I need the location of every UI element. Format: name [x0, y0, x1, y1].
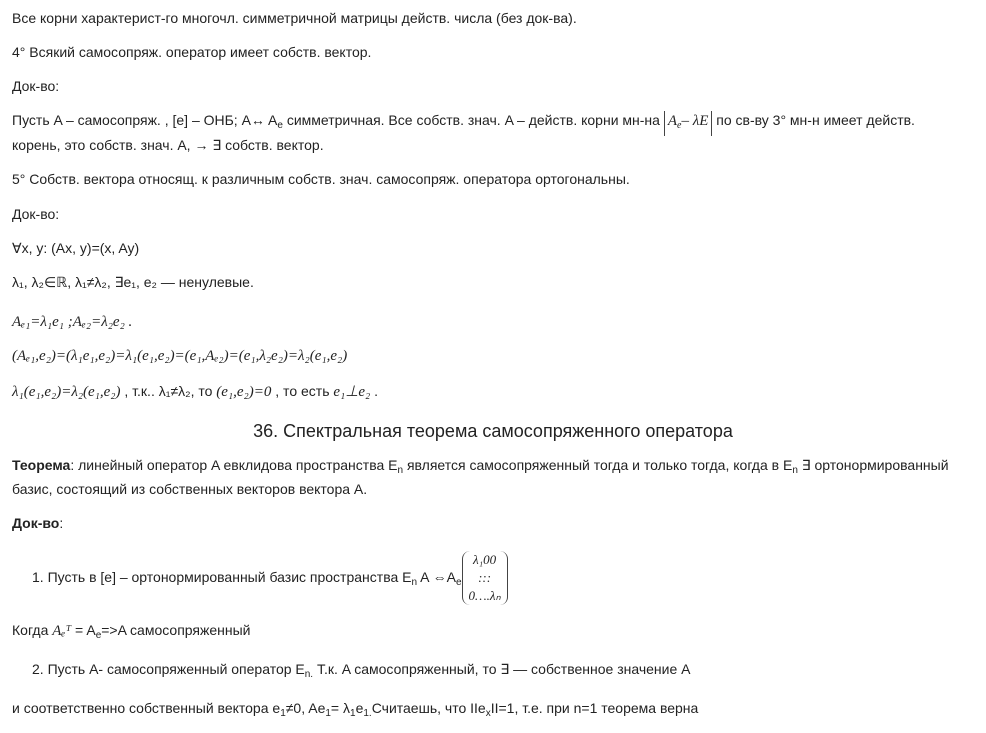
inner-product-chain: (Aₑ₁,e₂)=(λ₁e₁,e₂)=λ₁(e₁,e₂)=(e₁,Aₑ₂)=(e₁,λ₂e₂)=λ₂(e₁,e₂)	[12, 348, 348, 364]
step-1: 1. Пусть в [e] – ортонормированный базис пространства $E_n$ A $\Leftrightarrow A_e$ λ₁00 ::: 0….λₙ	[32, 548, 508, 612]
eigen-equations: Aₑ₁=λ₁e₁ ;Aₑ₂=λ₂e₂ .	[12, 314, 133, 330]
proof-heading: Док-во:	[12, 515, 64, 531]
section-heading: 36. Спектральная теорема самосопряженного оператора	[253, 421, 733, 441]
theorem-label: Теорема	[12, 457, 71, 473]
statement-5: 5° Собств. вектора относящ. к различным собств. знач. самосопряж. оператора ортогональны.	[12, 171, 630, 187]
adjoint-identity: ∀x, y: (Ax, y)=(x, Ay)	[12, 240, 140, 256]
proof-4-line2: корень, это собств. знач. A, → ∃ собств. вектор.	[12, 137, 324, 153]
text-line: Все корни характерист-го многочл. симметричной матрицы действ. числа (без док-ва).	[12, 10, 577, 26]
orthogonality-conclusion: λ₁(e₁,e₂)=λ₂(e₁,e₂) , т.к.. λ₁≠λ₂, то (e₁,e₂)=0 , то есть e₁⊥e₂ .	[12, 383, 378, 400]
transpose-condition: Когда Aₑᵀ = $A_e=>A$ самосопряженный	[12, 622, 251, 641]
base-case-line: и соответственно собственный вектора $e_1\ne 0$, $Ae_1=$ $\lambda_1e_{1.}Считаешь$, что IIe$_x$II=1, т.е. при n=1 теорема верна	[12, 700, 699, 719]
diagonal-matrix: λ₁00 ::: 0….λₙ	[462, 551, 508, 605]
proof-label-2: Док-во:	[12, 206, 60, 222]
step-2: 2. Пусть A- самосопряженный оператор $E_{n.}$ Т.к. A самосопряженный, то ∃ — собственное значение A	[32, 661, 691, 680]
statement-4: 4° Всякий самосопряж. оператор имеет собств. вектор.	[12, 44, 372, 60]
theorem-statement: Теорема: линейный оператор A евклидова пространства $E_n$ является самосопряженный тогда и только тогда, когда в $E_n$ ∃ ортонормированный	[12, 457, 949, 476]
determinant-formula: $A_e-$ λE	[664, 111, 713, 136]
eigenvalues-line: λ₁, λ₂∈ℝ, λ₁≠λ₂, ∃e₁, e₂ — ненулевые.	[12, 274, 254, 290]
theorem-statement-2: базис, состоящий из собственных векторов вектора A.	[12, 481, 368, 497]
proof-4-line1: Пусть A – самосопряж. , [e] – ОНБ; A↔ $A_e$ симметричная. Все собств. знач. A – действ. корни мн-на $A_e-$ λE по св-ву 3° мн-н имеет действ.	[12, 110, 915, 136]
proof-label: Док-во:	[12, 78, 60, 94]
